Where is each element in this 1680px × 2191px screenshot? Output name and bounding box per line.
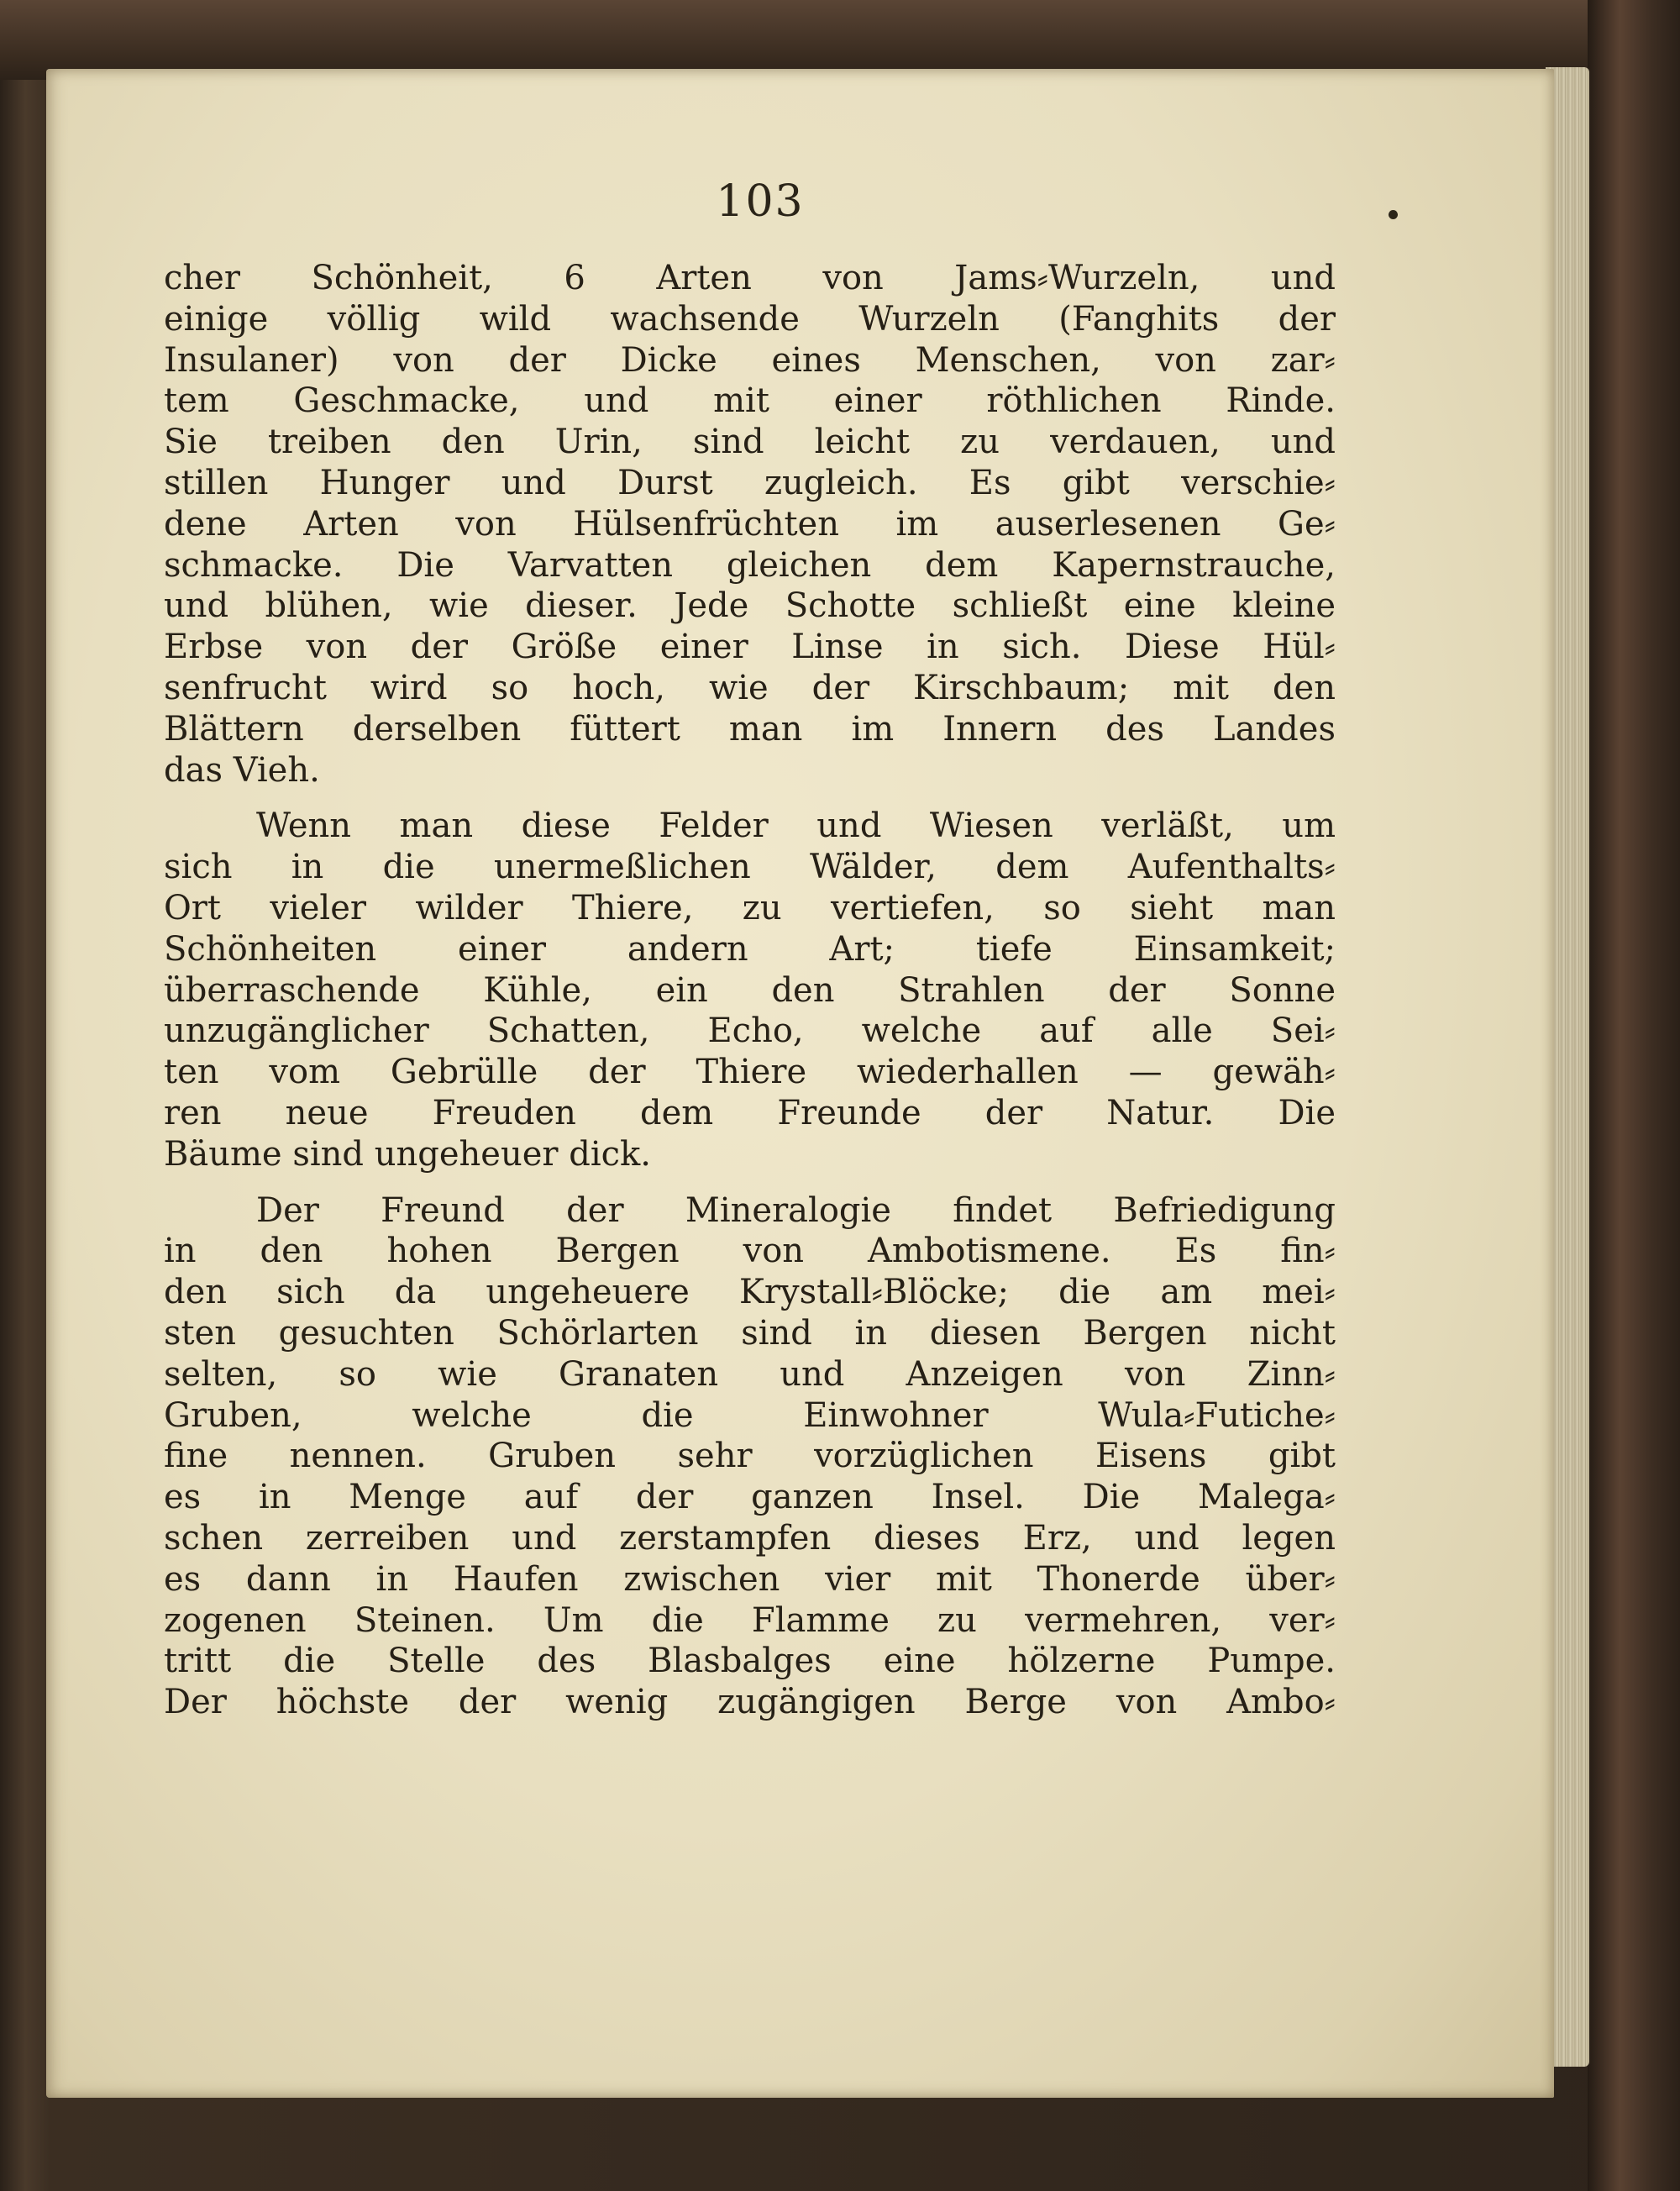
text-line: Der Freund der Mineralogie findet Befriedigung <box>256 1190 1336 1230</box>
paragraph-2 <box>164 806 1336 1174</box>
text-line: Erbse von der Größe einer Linse in sich. Diese Hül⸗ <box>164 628 1336 667</box>
text-line: ren neue Freuden dem Freunde der Natur. Die <box>164 1093 1336 1132</box>
text-line: schen zerreiben und zerstampfen dieses Erz, und legen <box>164 1518 1336 1558</box>
ink-dot-mark <box>1389 210 1398 219</box>
text-line: Ort vieler wilder Thiere, zu vertiefen, so sieht man <box>164 888 1336 927</box>
text-line: sich in die unermeßlichen Wälder, dem Aufenthalts⸗ <box>164 848 1336 887</box>
text-line: senfrucht wird so hoch, wie der Kirschbaum; mit den <box>164 668 1336 707</box>
text-line: es in Menge auf der ganzen Insel. Die Malega⸗ <box>164 1478 1336 1517</box>
book-cover-right <box>1588 0 1680 2191</box>
page-number: 103 <box>716 176 805 227</box>
paragraph-3 <box>164 1190 1336 1723</box>
text-line: überraschende Kühle, ein den Strahlen der Sonne <box>164 970 1336 1010</box>
text-line: Der höchste der wenig zugängigen Berge von Ambo⸗ <box>164 1683 1336 1722</box>
text-line: stillen Hunger und Durst zugleich. Es gibt verschie⸗ <box>164 463 1336 502</box>
text-line: einige völlig wild wachsende Wurzeln (Fanghits der <box>164 299 1336 339</box>
text-line: Wenn man diese Felder und Wiesen verläßt, um <box>256 807 1336 846</box>
text-line: unzugänglicher Schatten, Echo, welche auf alle Sei⸗ <box>164 1011 1336 1051</box>
text-line: tem Geschmacke, und mit einer röthlichen Rinde. <box>164 381 1336 421</box>
text-line: cher Schönheit, 6 Arten von Jams⸗Wurzeln, und <box>164 259 1336 297</box>
text-line: fine nennen. Gruben sehr vorzüglichen Eisens gibt <box>164 1437 1336 1476</box>
text-line: den sich da ungeheuere Krystall⸗Blöcke; die am mei⸗ <box>164 1273 1336 1312</box>
text-line: Schönheiten einer andern Art; tiefe Einsamkeit; <box>164 929 1336 969</box>
page-text <box>164 258 1336 1738</box>
text-line: dene Arten von Hülsenfrüchten im auserlesenen Ge⸗ <box>164 504 1336 544</box>
paragraph-1 <box>164 258 1336 791</box>
text-line: tritt die Stelle des Blasbalges eine hölzerne Pumpe. <box>164 1642 1336 1681</box>
text-line: das Vieh. <box>164 750 320 790</box>
text-line: zogenen Steinen. Um die Flamme zu vermehren, ver⸗ <box>164 1600 1336 1640</box>
text-line: und blühen, wie dieser. Jede Schotte schließt eine kleine <box>164 586 1336 626</box>
text-line: Bäume sind ungeheuer dick. <box>164 1134 651 1174</box>
text-line: selten, so wie Granaten und Anzeigen von Zinn⸗ <box>164 1354 1336 1394</box>
book-cover-top <box>0 0 1680 80</box>
text-line: Blättern derselben füttert man im Innern des Landes <box>164 709 1336 749</box>
text-line: sten gesuchten Schörlarten sind in diesen Bergen nicht <box>164 1313 1336 1353</box>
text-line: Gruben, welche die Einwohner Wula⸗Futiche⸗ <box>164 1395 1336 1435</box>
text-line: in den hohen Bergen von Ambotismene. Es fin⸗ <box>164 1232 1336 1271</box>
text-line: schmacke. Die Varvatten gleichen dem Kapernstrauche, <box>164 545 1336 585</box>
text-line: ten vom Gebrülle der Thiere wiederhallen — gewäh⸗ <box>164 1053 1336 1092</box>
text-line: Sie treiben den Urin, sind leicht zu verdauen, und <box>164 423 1336 462</box>
text-line: Insulaner) von der Dicke eines Menschen, von zar⸗ <box>164 340 1336 380</box>
text-line: es dann in Haufen zwischen vier mit Thonerde über⸗ <box>164 1559 1336 1599</box>
book-page <box>46 69 1554 2098</box>
